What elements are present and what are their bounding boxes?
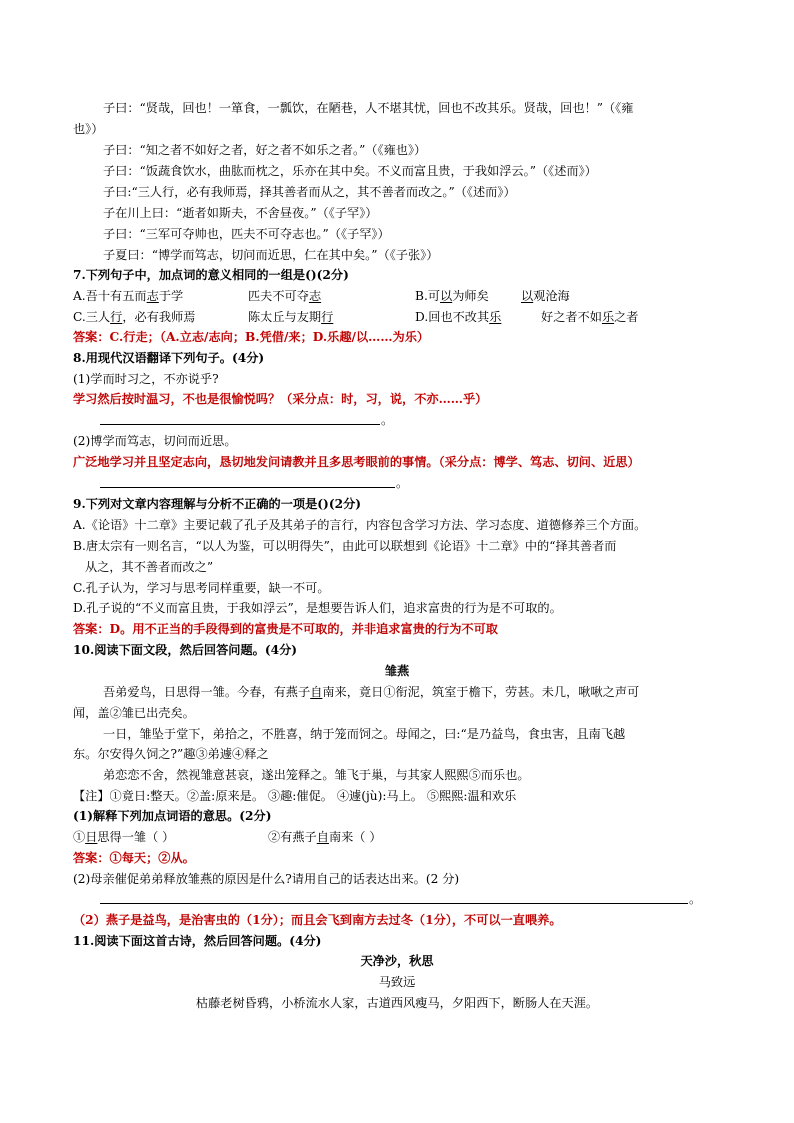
q7-dot-word: 行 [110, 310, 123, 324]
q8-answer-1: 学习然后按时温习，不也是很愉悦吗？（采分点：时，习，说，不亦……乎） [73, 392, 488, 406]
answer-line [100, 903, 688, 904]
q7-dot-word: 以 [521, 289, 534, 303]
q9-option-a: A.《论语》十二章》主要记载了孔子及其弟子的言行，内容包含学习方法、学习态度、道德修养三个方面。 [73, 518, 647, 532]
q8-sentence-1: (1)学而时习之，不亦说乎? [73, 372, 219, 386]
q7-answer: 答案：C.行走；（A.立志/志向；B.凭借/来；D.乐趣/以……为乐） [73, 330, 430, 344]
quote-1: 子曰：“贤哉，回也！一箪食，一瓢饮，在陋巷，人不堪其忧，回也不改其乐。贤哉，回也！”（《雍 [103, 101, 634, 115]
q9-answer: 答案：D。用不正当的手段得到的富贵是不可取的，并非追求富贵的行为不可取 [73, 622, 498, 636]
q7-option-c1: C.三人行，必有我师焉 [73, 310, 196, 324]
q9-option-c: C.孔子认为，学习与思考同样重要，缺一不可。 [73, 581, 330, 595]
q10-answer-1: 答案：①每天；②从。 [73, 851, 195, 865]
line-period: 。 [689, 892, 702, 906]
q8-title: 8.用现代汉语翻译下列句子。(4分) [73, 351, 265, 365]
quote-5: 子在川上曰：“逝者如斯夫，不舍昼夜。”（《子罕》） [103, 206, 378, 220]
poem-line: 枯藤老树昏鸦，小桥流水人家，古道西风瘦马，夕阳西下，断肠人在天涯。 [195, 996, 599, 1010]
q10-dot-word: 自 [316, 830, 329, 844]
q10-sub-1-item-1: ①日思得一雏（ ） [73, 830, 175, 844]
q10-sub-1-item-2: ②有燕子自南来（ ） [268, 830, 382, 844]
poem-title: 天净沙，秋思 [360, 954, 434, 968]
q9-option-b: B.唐太宗有一则名言，“以人为鉴，可以明得失”，由此可以联想到《论语》十二章》中的“择其善者而 [73, 539, 617, 553]
q7-option-c2: 陈太丘与友期行 [248, 310, 334, 324]
q10-dot-word: 日 [85, 830, 98, 844]
q8-answer-2: 广泛地学习并且坚定志向，恳切地发问请教并且多思考眼前的事情。（采分点：博学、笃志、切问、近思） [73, 455, 640, 469]
note-marker-2: ② [109, 706, 122, 720]
quote-7: 子夏曰：“博学而笃志，切问而近思，仁在其中矣。”（《子张》） [103, 248, 439, 262]
poem-author: 马致远 [378, 975, 416, 989]
q7-dot-word: 志 [308, 289, 322, 303]
passage-line-2: 闻，盖②雏已出壳矣。 [73, 706, 195, 720]
q8-sentence-2: (2)博学而笃志，切问而近思。 [73, 434, 237, 448]
q9-title: 9.下列对文章内容理解与分析不正确的一项是()(2分) [73, 497, 362, 511]
q7-dot-word: 志 [146, 289, 159, 303]
passage-line-1: 吾弟爱鸟，日思得一雏。今春，有燕子自南来，竟日①衔泥，筑室于檐下，劳甚。未几，啾啾之声可 [103, 685, 640, 699]
passage-title: 雏燕 [384, 664, 410, 678]
line-period: 。 [381, 413, 394, 427]
quote-3: 子曰：“饭蔬食饮水，曲肱而枕之，乐亦在其中矣。不义而富且贵，于我如浮云。”（《述而》） [103, 164, 597, 178]
q7-option-a1: A.吾十有五而志于学 [73, 289, 184, 303]
q7-option-b1: B.可以为师矣 [415, 289, 489, 303]
quote-6: 子曰：“三军可夺帅也，匹夫不可夺志也。”（《子罕》） [103, 227, 390, 241]
answer-line [100, 487, 395, 488]
q10-dot-word: 自 [310, 685, 323, 699]
note-marker-1: ① [383, 685, 396, 699]
q10-sub-2: (2)母亲催促弟弟释放雏燕的原因是什么?请用自己的话表达出来。(2 分) [73, 872, 460, 886]
q7-option-d1: D.回也不改其乐 [415, 310, 502, 324]
note-marker-4: ④ [232, 747, 245, 761]
q7-option-d2: 好之者不如乐之者 [541, 310, 639, 324]
q10-answer-2: （2）燕子是益鸟，是治害虫的（1分）；而且会飞到南方去过冬（1分），不可以一直喂养。 [73, 913, 562, 927]
q7-dot-word: 乐 [489, 310, 502, 324]
q7-option-a2: 匹夫不可夺志 [248, 289, 322, 303]
note-marker-3: ③ [195, 747, 208, 761]
passage-line-5: 弟恋恋不舍，然视雏意甚哀，遂出笼释之。雏飞于巢，与其家人熙熙⑤而乐也。 [103, 768, 530, 782]
q7-title: 7.下列句子中，加点词的意义相同的一组是()(2分) [73, 268, 349, 282]
q7-dot-word: 行 [321, 310, 334, 324]
q9-option-b-cont: 从之，其不善者而改之” [85, 560, 214, 574]
passage-notes: 【注】①竟日:整天。②盖:原来是。 ③趣:催促。 ④遽(jù):马上。 ⑤熙熙:温和欢乐 [73, 789, 517, 803]
q10-title: 10.阅读下面文段，然后回答问题。(4分) [73, 643, 298, 657]
q11-title: 11.阅读下面这首古诗，然后回答问题。(4分) [73, 934, 322, 948]
passage-line-3: 一日，雏坠于堂下，弟拾之，不胜喜，纳于笼而饲之。母闻之，曰:“是乃益鸟，食虫害，且南飞越 [103, 727, 626, 741]
q7-option-b2: 以观沧海 [521, 289, 570, 303]
quote-1-cont: 也》） [73, 122, 104, 136]
note-marker-5: ⑤ [468, 768, 481, 782]
quote-4: 子曰:“三人行，必有我师焉，择其善者而从之，其不善者而改之。”（《述而》） [103, 185, 516, 199]
q7-dot-word: 乐 [601, 310, 615, 324]
q10-sub-1: (1)解释下列加点词语的意思。(2分) [73, 809, 272, 823]
quote-2: 子曰：“知之者不如好之者，好之者不如乐之者。”（《雍也》） [103, 143, 427, 157]
passage-line-4: 东。尔安得久饲之?”趣③弟遽④释之 [73, 747, 269, 761]
q7-dot-word: 以 [440, 289, 453, 303]
line-period: 。 [396, 476, 409, 490]
q9-option-d: D.孔子说的“不义而富且贵，于我如浮云”，是想要告诉人们，追求富贵的行为是不可取的。 [73, 601, 562, 615]
answer-line [100, 424, 380, 425]
